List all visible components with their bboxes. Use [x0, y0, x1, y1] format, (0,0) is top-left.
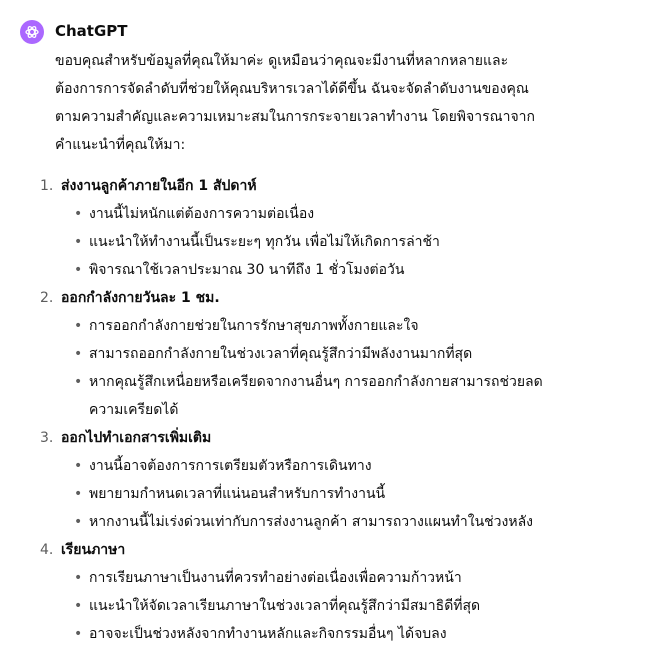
- bullet-icon: •: [74, 262, 83, 278]
- task-number: 2.: [40, 290, 54, 306]
- task-point-text: หากงานนี้ไม่เร่งด่วนเท่ากับการส่งงานลูกค้า สามารถวางแผนทำในช่วงหลัง: [89, 514, 534, 530]
- bullet-icon: •: [74, 514, 83, 530]
- task-item: [40, 172, 615, 284]
- bullet-icon: •: [74, 318, 83, 334]
- task-title: ออกกำลังกายวันละ 1 ชม.: [61, 290, 220, 306]
- task-point: [61, 592, 615, 620]
- task-point-text: พยายามกำหนดเวลาที่แน่นอนสำหรับการทำงานนี้: [89, 486, 386, 502]
- task-points: [61, 312, 615, 424]
- intro-line: ขอบคุณสำหรับข้อมูลที่คุณให้มาค่ะ ดูเหมือนว่าคุณจะมีงานที่หลากหลายและ: [55, 53, 509, 69]
- task-point-text: แนะนำให้จัดเวลาเรียนภาษาในช่วงเวลาที่คุณรู้สึกว่ามีสมาธิดีที่สุด: [89, 598, 481, 614]
- task-number: 1.: [40, 178, 54, 194]
- bullet-icon: •: [74, 374, 83, 390]
- task-point: [61, 480, 615, 508]
- task-title: เรียนภาษา: [61, 542, 126, 558]
- task-item: [40, 424, 615, 536]
- task-list: [40, 172, 615, 648]
- task-points: [61, 200, 615, 284]
- task-point: [61, 256, 615, 284]
- task-title: ส่งงานลูกค้าภายในอีก 1 สัปดาห์: [61, 178, 257, 194]
- task-point: [61, 564, 615, 592]
- intro-line: ต้องการการจัดลำดับที่ช่วยให้คุณบริหารเวลาได้ดีขึ้น ฉันจะจัดลำดับงานของคุณ: [55, 81, 529, 97]
- task-point-text: แนะนำให้ทำงานนี้เป็นระยะๆ ทุกวัน เพื่อไม่ให้เกิดการล่าช้า: [89, 234, 440, 250]
- task-point-text: หากคุณรู้สึกเหนื่อยหรือเครียดจากงานอื่นๆ การออกกำลังกายสามารถช่วยลดความเครียดได้: [89, 374, 543, 418]
- message-content: [40, 47, 615, 648]
- bullet-icon: •: [74, 486, 83, 502]
- openai-logo-icon: [24, 24, 40, 40]
- task-point: [61, 620, 615, 648]
- task-item: [40, 284, 615, 424]
- task-point-text: พิจารณาใช้เวลาประมาณ 30 นาทีถึง 1 ชั่วโมงต่อวัน: [89, 262, 405, 278]
- task-point-text: งานนี้ไม่หนักแต่ต้องการความต่อเนื่อง: [89, 206, 315, 222]
- task-point: [61, 368, 615, 424]
- bullet-icon: •: [74, 234, 83, 250]
- task-point-text: อาจจะเป็นช่วงหลังจากทำงานหลักและกิจกรรมอื่นๆ ได้จบลง: [89, 626, 447, 642]
- intro-line: คำแนะนำที่คุณให้มา:: [55, 137, 186, 153]
- intro-line: ตามความสำคัญและความเหมาะสมในการกระจายเวลาทำงาน โดยพิจารณาจาก: [55, 109, 535, 125]
- task-point-text: สามารถออกกำลังกายในช่วงเวลาที่คุณรู้สึกว่ามีพลังงานมากที่สุด: [89, 346, 473, 362]
- bullet-icon: •: [74, 626, 83, 642]
- bullet-icon: •: [74, 206, 83, 222]
- task-point: [61, 452, 615, 480]
- task-points: [61, 452, 615, 536]
- task-point: [61, 508, 615, 536]
- task-number: 3.: [40, 430, 54, 446]
- bullet-icon: •: [74, 598, 83, 614]
- task-number: 4.: [40, 542, 54, 558]
- task-points: [61, 564, 615, 648]
- author-name: ChatGPT: [55, 22, 128, 40]
- task-point: [61, 200, 615, 228]
- chatgpt-avatar: [20, 20, 44, 44]
- task-item: [40, 536, 615, 648]
- task-point: [61, 228, 615, 256]
- bullet-icon: •: [74, 570, 83, 586]
- task-point: [61, 340, 615, 368]
- bullet-icon: •: [74, 346, 83, 362]
- task-point-text: การออกกำลังกายช่วยในการรักษาสุขภาพทั้งกายและใจ: [89, 318, 419, 334]
- task-point-text: งานนี้อาจต้องการการเตรียมตัวหรือการเดินทาง: [89, 458, 372, 474]
- intro-paragraph: [55, 47, 615, 159]
- task-title: ออกไปทำเอกสารเพิ่มเติม: [61, 430, 212, 446]
- bullet-icon: •: [74, 458, 83, 474]
- task-point: [61, 312, 615, 340]
- task-point-text: การเรียนภาษาเป็นงานที่ควรทำอย่างต่อเนื่องเพื่อความก้าวหน้า: [89, 570, 462, 586]
